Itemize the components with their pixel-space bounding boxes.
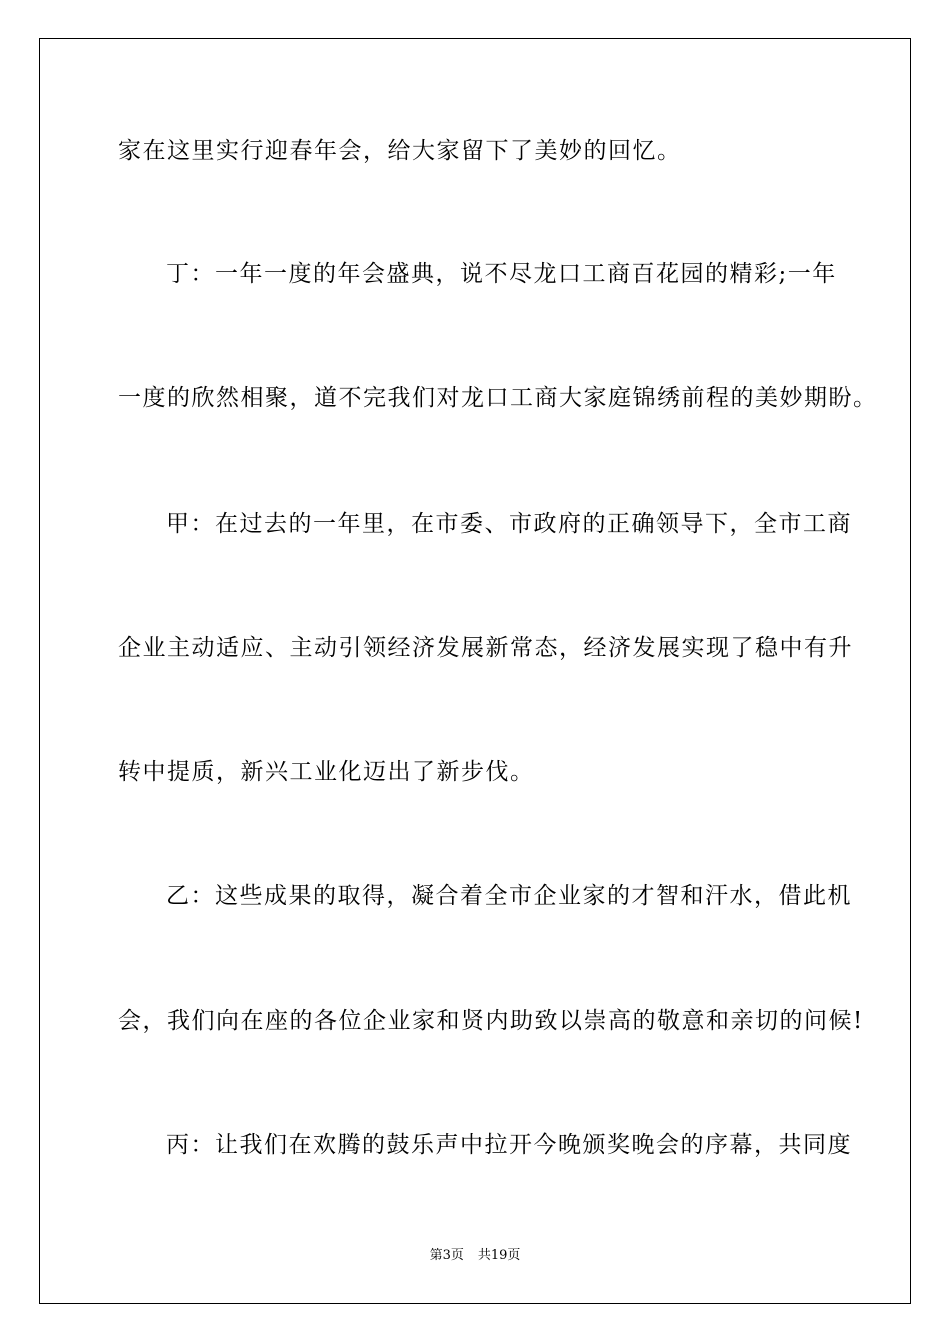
text-line-1: 家在这里实行迎春年会，给大家留下了美妙的回忆。	[118, 138, 682, 164]
text-line-2: 丁：一年一度的年会盛典，说不尽龙口工商百花园的精彩;一年	[166, 261, 837, 287]
text-line-6: 转中提质，新兴工业化迈出了新步伐。	[118, 759, 535, 785]
text-line-5: 企业主动适应、主动引领经济发展新常态，经济发展实现了稳中有升	[118, 635, 853, 661]
page-border	[39, 38, 911, 1304]
page-number: 第3页	[429, 1248, 464, 1263]
text-line-9: 丙：让我们在欢腾的鼓乐声中拉开今晚颁奖晚会的序幕，共同度	[166, 1132, 852, 1158]
page-total: 共19页	[477, 1248, 521, 1263]
text-line-7: 乙：这些成果的取得，凝合着全市企业家的才智和汗水，借此机	[166, 883, 852, 909]
text-line-4: 甲：在过去的一年里，在市委、市政府的正确领导下，全市工商	[166, 511, 852, 537]
text-line-3: 一度的欣然相聚，道不完我们对龙口工商大家庭锦绣前程的美妙期盼。	[118, 385, 878, 411]
text-line-8: 会，我们向在座的各位企业家和贤内助致以崇高的敬意和亲切的问候!	[118, 1008, 864, 1034]
page-footer	[0, 1247, 950, 1265]
